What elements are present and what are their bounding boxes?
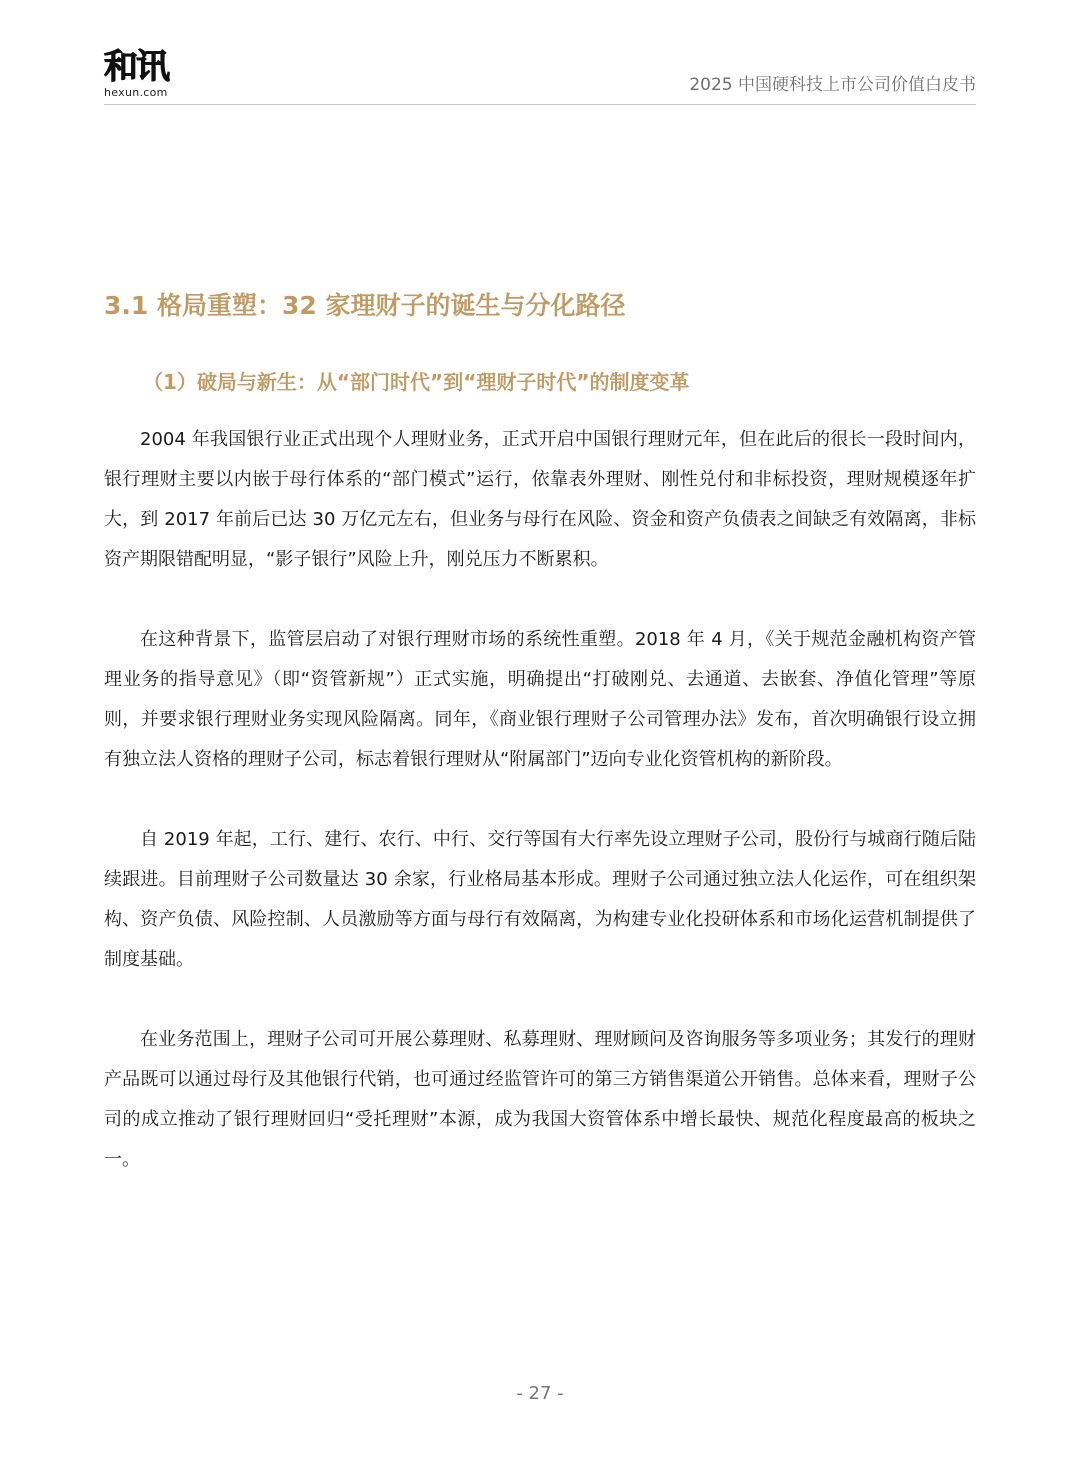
logo-domain: hexun.com	[104, 86, 168, 99]
logo-mark: 和讯	[104, 47, 168, 87]
paragraph-1: 2004 年我国银行业正式出现个人理财业务，正式开启中国银行理财元年，但在此后的很长一段时间内，银行理财主要以内嵌于母行体系的“部门模式”运行，依靠表外理财、刚性兑付和非标投资，理财规模逐年扩大，到 2017 年前后已达 30 万亿元左右，但业务与母行在风险、资金和资产负债表之间缺乏有效隔离，非标资产期限错配明显，“影子银行”风险上升，刚兑压力不断累积。	[104, 429, 976, 570]
paragraph-3: 自 2019 年起，工行、建行、农行、中行、交行等国有大行率先设立理财子公司，股份行与城商行随后陆续跟进。目前理财子公司数量达 30 余家，行业格局基本形成。理财子公司通过独立法人化运作，可在组织架构、资产负债、风险控制、人员激励等方面与母行有效隔离，为构建专业化投研体系和市场化运营机制提供了制度基础。	[104, 829, 976, 970]
document-title: 2025 中国硬科技上市公司价值白皮书	[689, 75, 976, 95]
subsection-title: （1）破局与新生：从“部门时代”到“理财子时代”的制度变革	[143, 370, 690, 394]
section-title: 3.1 格局重塑：32 家理财子的诞生与分化路径	[104, 291, 626, 320]
hexun-logo	[104, 48, 184, 99]
page-header	[104, 44, 976, 105]
page-number: - 27 -	[516, 1383, 564, 1404]
paragraph-4: 在业务范围上，理财子公司可开展公募理财、私募理财、理财顾问及咨询服务等多项业务；其发行的理财产品既可以通过母行及其他银行代销，也可通过经监管许可的第三方销售渠道公开销售。总体来看，理财子公司的成立推动了银行理财回归“受托理财”本源，成为我国大资管体系中增长最快、规范化程度最高的板块之一。	[104, 1029, 976, 1170]
paragraph-2: 在这种背景下，监管层启动了对银行理财市场的系统性重塑。2018 年 4 月，《关于规范金融机构资产管理业务的指导意见》（即“资管新规”）正式实施，明确提出“打破刚兑、去通道、去嵌套、净值化管理”等原则，并要求银行理财业务实现风险隔离。同年，《商业银行理财子公司管理办法》发布，首次明确银行设立拥有独立法人资格的理财子公司，标志着银行理财从“附属部门”迈向专业化资管机构的新阶段。	[104, 629, 976, 770]
body-text	[104, 420, 976, 1220]
